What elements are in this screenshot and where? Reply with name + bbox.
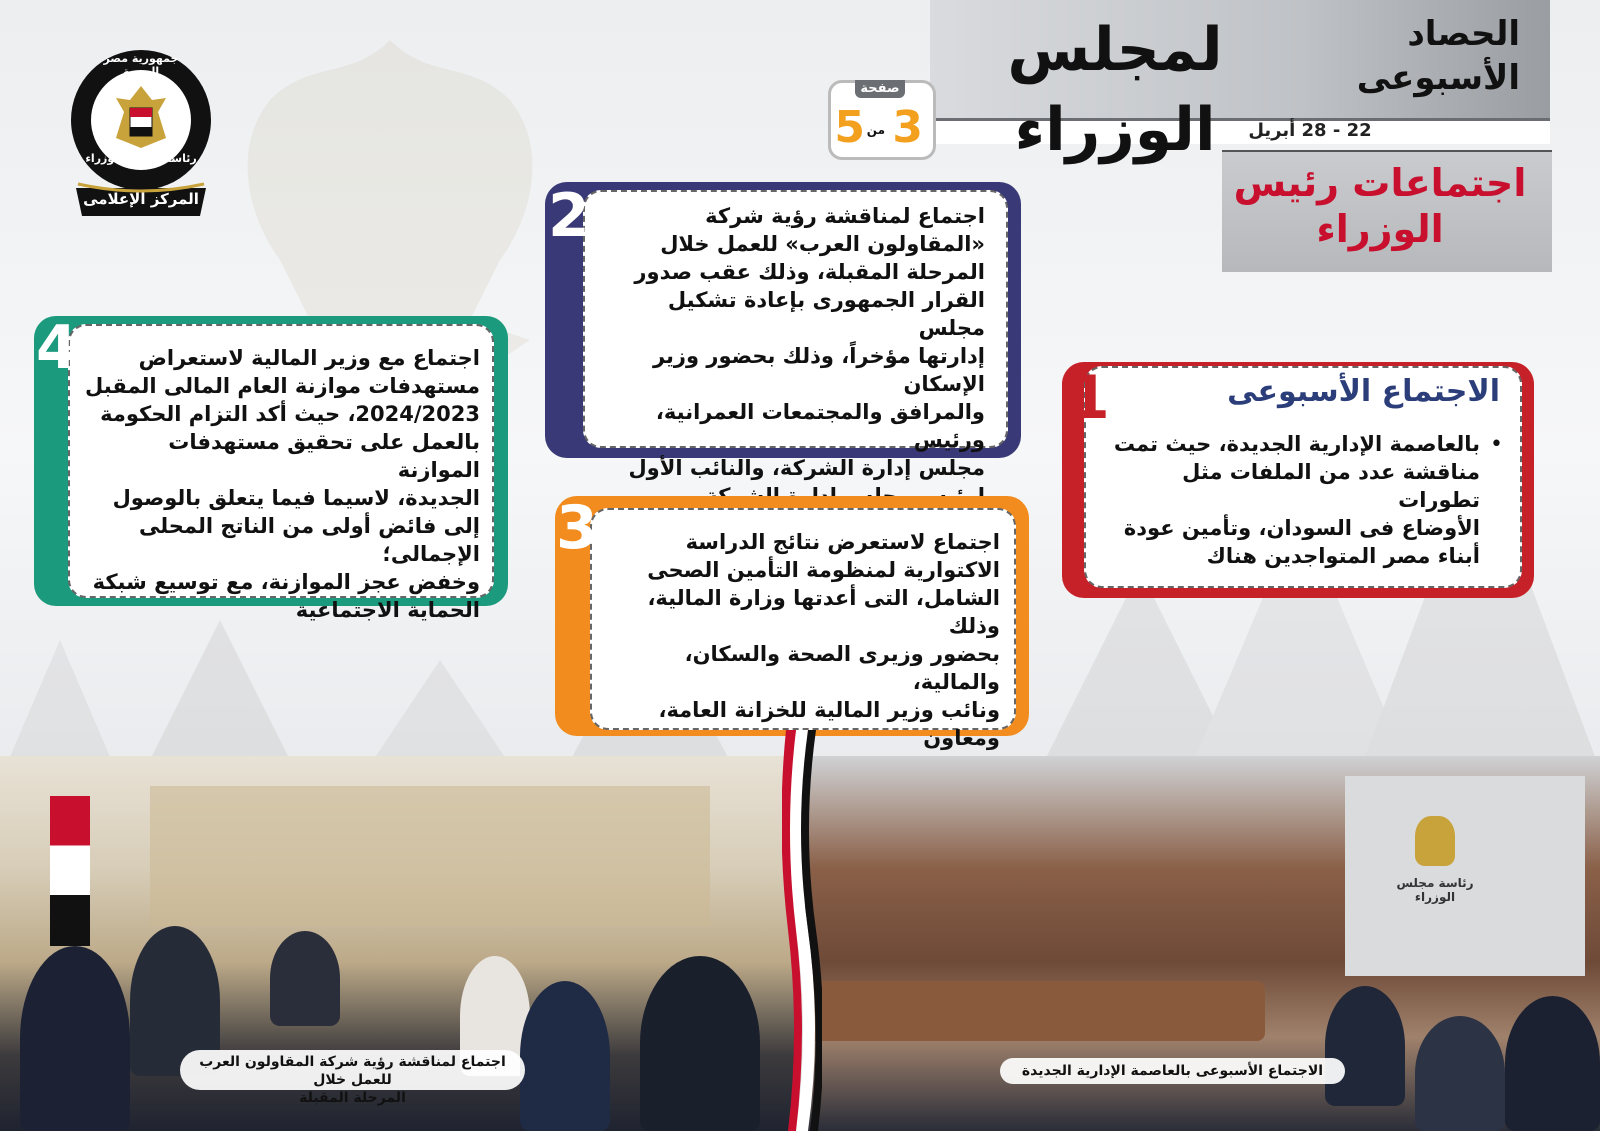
photo-caption-left (180, 1050, 525, 1106)
page-title: لمجلس الوزراء (1007, 15, 1223, 165)
page-subtitle (1320, 12, 1520, 100)
card-4-number: 4 (36, 313, 78, 383)
card-line: بالعاصمة الإدارية الجديدة، حيث تمت (1113, 432, 1480, 456)
caption-line-1: اجتماع لمناقشة رؤية شركة المقاولون العرب للعمل خلال (199, 1054, 506, 1088)
card-line: أبناء مصر المتواجدين هناك (1206, 544, 1480, 568)
person-silhouette (1325, 986, 1405, 1106)
card-line: مجلس إدارة الشركة، والنائب الأول (628, 456, 985, 480)
card-line: الشامل، التى أعدتها وزارة المالية، وذلك (647, 586, 1000, 638)
wall-panel (150, 786, 710, 926)
photo-caption-right: الاجتماع الأسبوعى بالعاصمة الإدارية الجديدة (1000, 1058, 1345, 1084)
card-3-number: 3 (556, 493, 598, 563)
card-line: إدارتها مؤخراً، وذلك بحضور وزير الإسكان (652, 344, 985, 396)
section-title-line-2: الوزراء (1316, 207, 1444, 251)
cabinet-media-center-logo (66, 48, 216, 218)
page-label: صفحة (855, 80, 905, 98)
card-line: بحضور وزيرى الصحة والسكان، والمالية، (684, 642, 1000, 694)
person-silhouette (640, 956, 760, 1131)
conference-table (805, 981, 1265, 1041)
card-line: مستهدفات موازنة العام المالى المقبل (85, 374, 480, 398)
card-line: بالعمل على تحقيق مستهدفات الموازنة (168, 430, 480, 482)
page-of-label: من (866, 123, 885, 137)
subtitle-line-2: الأسبوعى (1356, 58, 1520, 98)
card-line: اجتماع لاستعرض نتائج الدراسة (685, 530, 1000, 554)
card-line: 2024/2023، حيث أكد التزام الحكومة (100, 402, 480, 426)
person-silhouette (270, 931, 340, 1026)
caption-line-2: المرحلة المقبلة (299, 1090, 406, 1106)
card-line: الأوضاع فى السودان، وتأمين عودة (1123, 516, 1480, 540)
card-1-number: 1 (1068, 363, 1110, 433)
person-silhouette (20, 946, 130, 1131)
page-current: 3 (892, 102, 923, 153)
card-1-title: الاجتماع الأسبوعى (1227, 374, 1500, 409)
card-1-body (1100, 430, 1480, 570)
subtitle-line-1: الحصاد (1407, 14, 1520, 54)
card-line: الجديدة، لاسيما فيما يتعلق بالوصول (112, 486, 480, 510)
card-line: اجتماع لمناقشة رؤية شركة (705, 204, 985, 228)
card-line: الحماية الاجتماعية (295, 598, 480, 622)
flag-ribbon (782, 730, 822, 1131)
card-line: الاكتوارية لمنظومة التأمين الصحى (647, 558, 1000, 582)
card-line: مناقشة عدد من الملفات مثل تطورات (1182, 460, 1480, 512)
card-line: القرار الجمهورى بإعادة تشكيل مجلس (667, 288, 985, 340)
card-line: اجتماع مع وزير المالية لاستعراض (138, 346, 480, 370)
logo-middle-text: رئاسة مجلس الوزراء (85, 152, 197, 165)
card-line: المرحلة المقبلة، وذلك عقب صدور (634, 260, 985, 284)
logo-bottom-text: المركز الإعلامى (83, 190, 199, 208)
card-line: وخفض عجز الموازنة، مع توسيع شبكة (92, 570, 480, 594)
wall-text: رئاسة مجلس الوزراء (1396, 876, 1474, 904)
logo-top-text: جمهورية مصر العربية (103, 52, 179, 78)
card-2-number: 2 (548, 181, 590, 251)
egypt-flag (50, 796, 90, 946)
card-line: «المقاولون العرب» للعمل خلال (660, 232, 985, 256)
card-line: ونائب وزير المالية للخزانة العامة، ومعاون (658, 698, 1000, 750)
date-range: 22 - 28 أبريل (1248, 120, 1372, 141)
page-total: 5 (834, 102, 865, 153)
card-2-body (600, 202, 985, 510)
section-title (1230, 160, 1530, 252)
card-4-body (84, 344, 480, 624)
person-silhouette (1415, 1016, 1505, 1131)
card-line: إلى فائض أولى من الناتج المحلى الإجمالى؛ (138, 514, 480, 566)
person-silhouette (1505, 996, 1600, 1131)
section-title-line-1: اجتماعات رئيس (1233, 161, 1527, 205)
card-line: والمرافق والمجتمعات العمرانية، ورئيس (655, 400, 985, 452)
person-silhouette (520, 981, 610, 1131)
bullet-icon: • (1490, 432, 1503, 457)
eagle-emblem-icon (1415, 816, 1455, 866)
